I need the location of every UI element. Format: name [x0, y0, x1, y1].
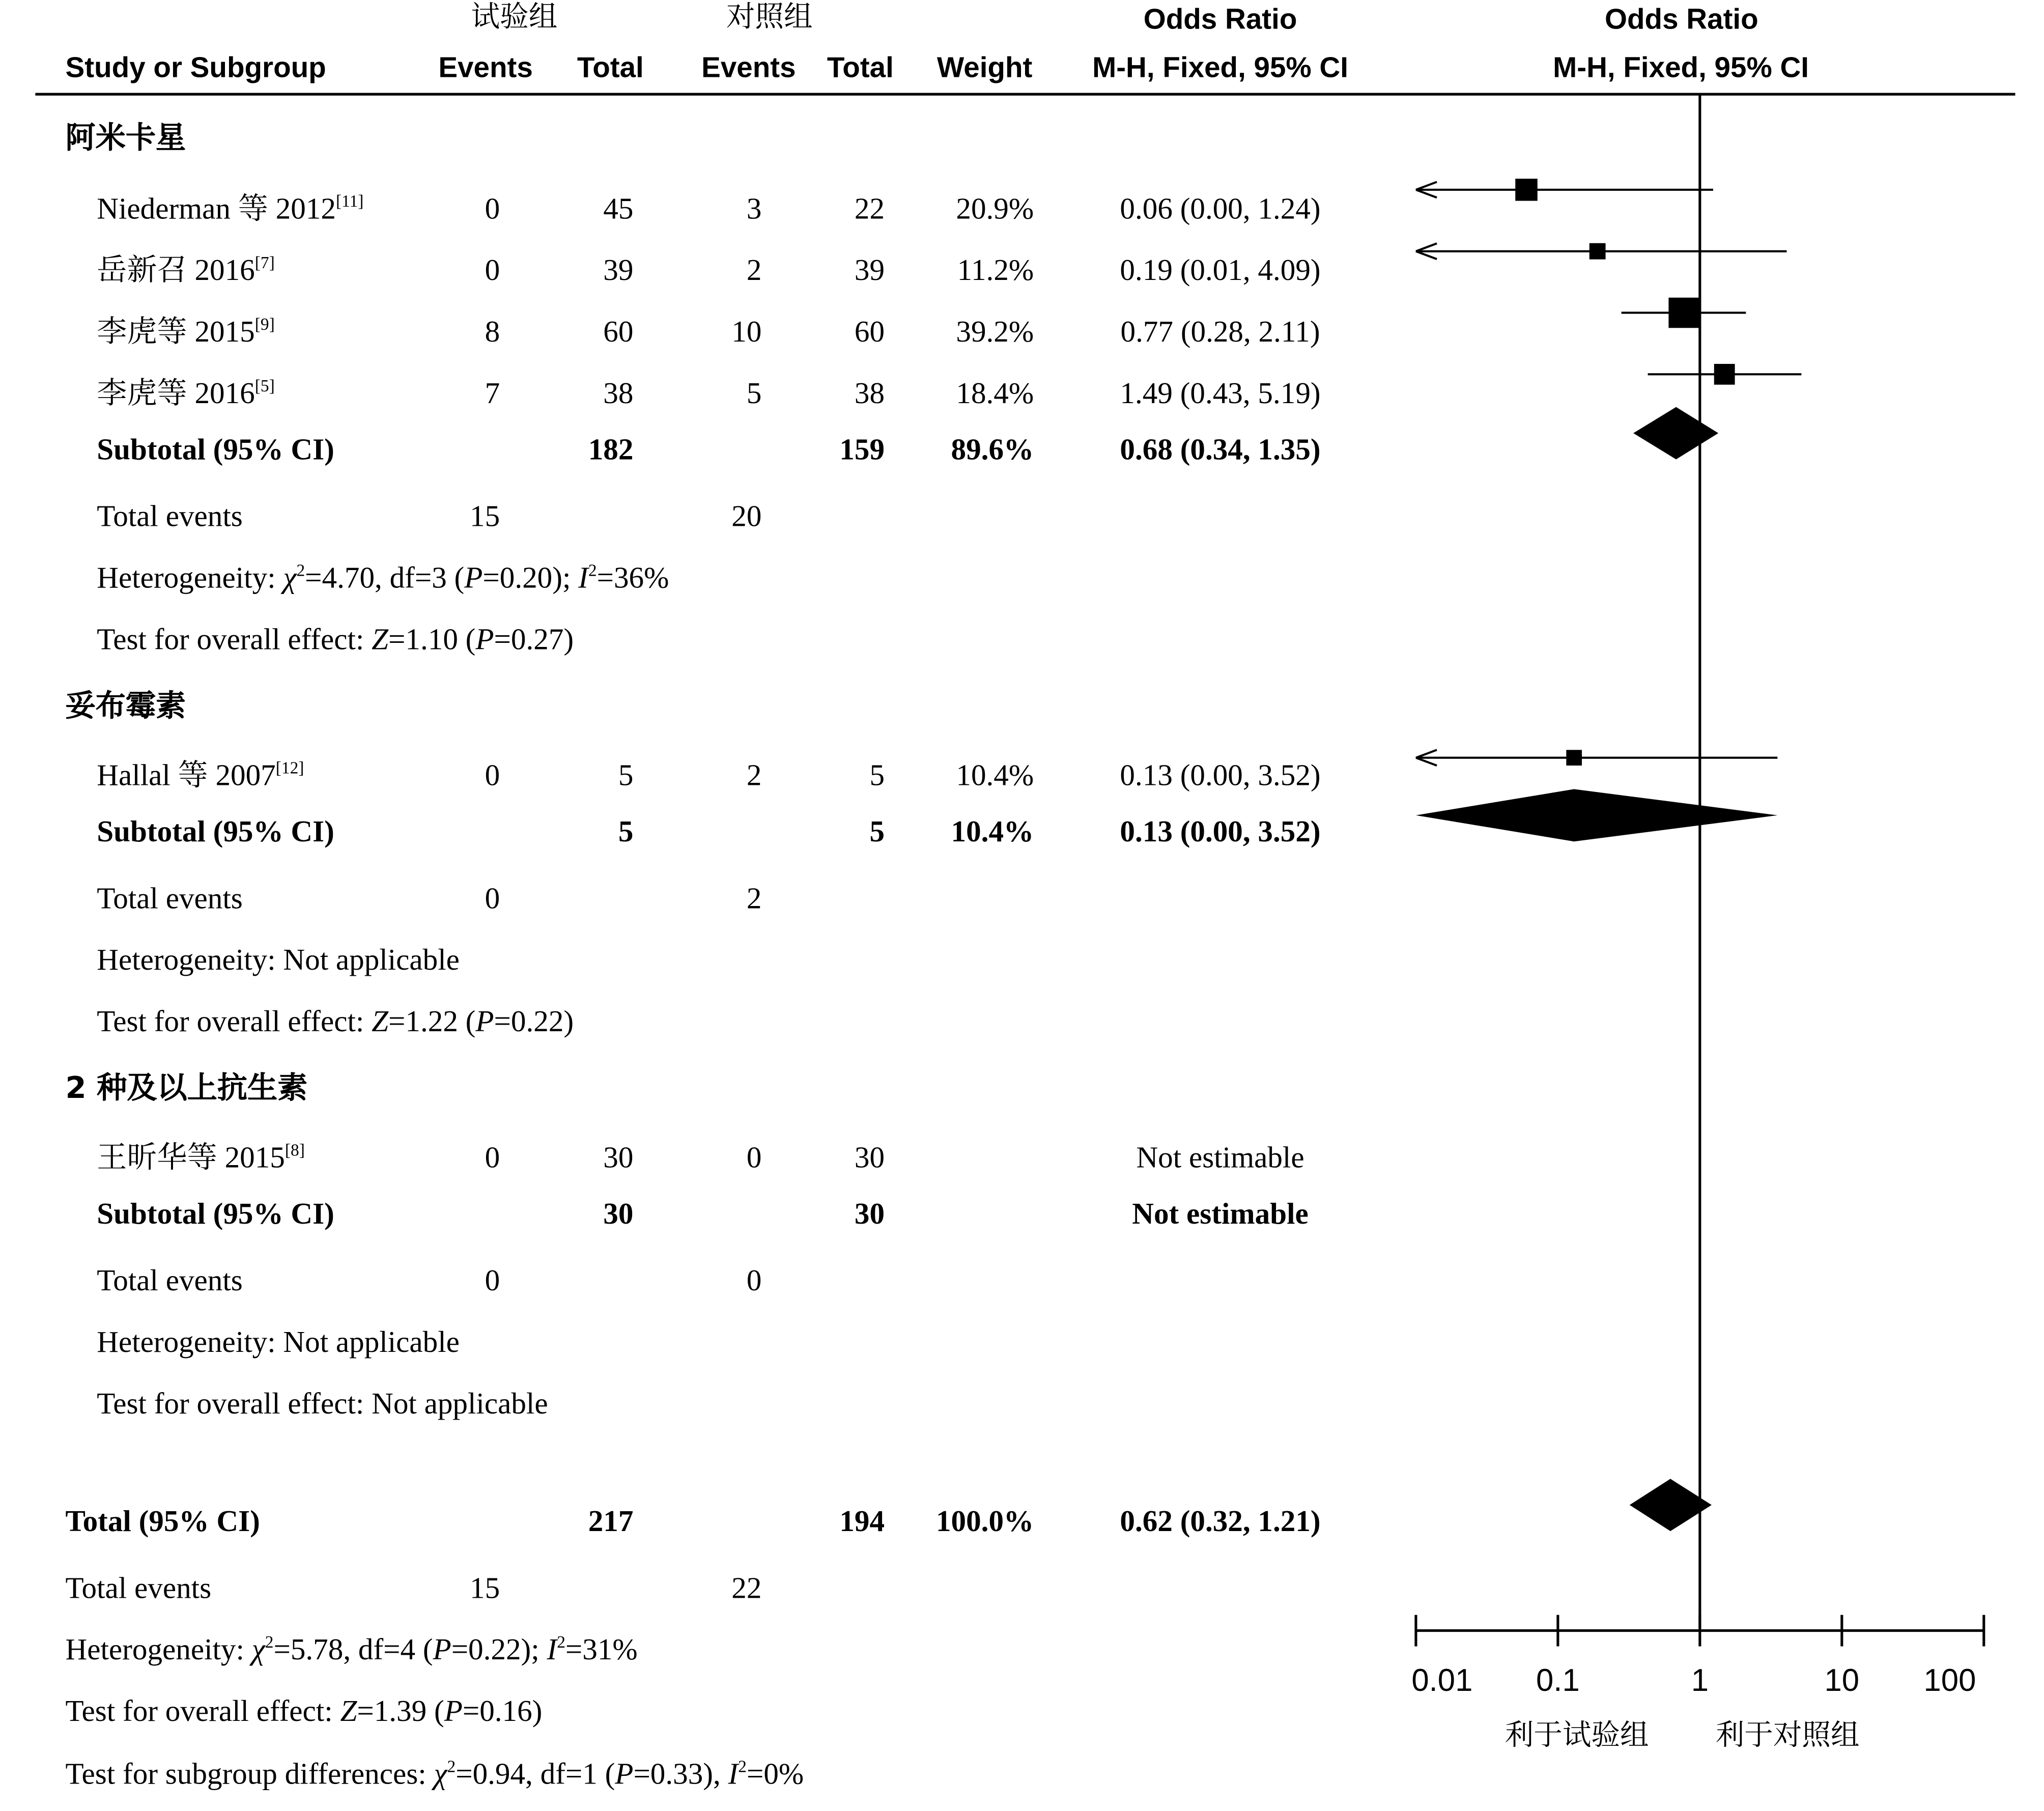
heterogeneity-line: Heterogeneity: $\chi^2=4.70$, df=3 (P=0.20); $I^2=36\%$	[97, 560, 669, 595]
study-label: 李虎等 2016	[97, 377, 255, 410]
exp-events-cell: 15	[470, 1571, 500, 1605]
ctrl-events-cell: 0	[746, 1264, 762, 1297]
reference-mark: [11]	[335, 191, 364, 211]
p-symbol: P	[475, 1005, 494, 1038]
exp-total-header: Total	[577, 51, 644, 84]
study-column-header: Study or Subgroup	[65, 51, 326, 84]
ctrl-events-cell: 10	[731, 315, 762, 348]
p-symbol: P	[433, 1633, 451, 1666]
i-value: =31%	[565, 1633, 638, 1666]
subtotal-label: Subtotal (95% CI)	[97, 815, 334, 848]
chi-value: =4.70, df=3 (	[305, 561, 465, 595]
exp-total-cell: 30	[603, 1141, 634, 1174]
ctrl-events-cell: 20	[731, 500, 762, 533]
heterogeneity-line: Heterogeneity: Not applicable	[97, 943, 460, 977]
study-label: Hallal 等 2007	[97, 759, 276, 792]
p-value: =0.16)	[462, 1694, 543, 1728]
exp-events-header: Events	[438, 51, 533, 84]
overall-prefix: Test for overall effect:	[65, 1694, 340, 1728]
p-value: =0.22);	[451, 1633, 547, 1666]
subgroup-title: 阿米卡星	[65, 122, 186, 156]
total-events-label: Total events	[97, 500, 243, 533]
p-value: =0.27)	[494, 622, 574, 656]
reference-mark: [7]	[254, 252, 275, 272]
overall-prefix: Test for overall effect:	[97, 622, 372, 656]
favours-control-label: 利于对照组	[1715, 1719, 1860, 1752]
exp-events-cell: 0	[485, 192, 500, 225]
odds-ratio-cell: 0.68 (0.34, 1.35)	[1120, 433, 1321, 466]
forest-plot-marks	[1416, 94, 1801, 1628]
study-label: 王昕华等 2015	[97, 1141, 285, 1174]
z-symbol: Z	[372, 1005, 389, 1038]
study-label: 岳新召 2016	[97, 253, 255, 287]
odds-ratio-cell: 0.06 (0.00, 1.24)	[1120, 192, 1321, 225]
z-value: =1.10 (	[388, 622, 476, 656]
or-method-header-right: M-H, Fixed, 95% CI	[1553, 51, 1809, 84]
exp-events-cell: 0	[485, 759, 500, 792]
total-events-label: Total events	[97, 1264, 243, 1297]
odds-ratio-cell: Not estimable	[1136, 1141, 1304, 1174]
p-value: =0.33),	[633, 1757, 728, 1791]
favours-experimental-label: 利于试验组	[1504, 1719, 1649, 1752]
exp-total-cell: 38	[603, 377, 634, 410]
odds-ratio-cell: Not estimable	[1132, 1197, 1309, 1230]
odds-ratio-cell: 0.13 (0.00, 3.52)	[1120, 815, 1321, 848]
p-value: =0.22)	[494, 1005, 574, 1038]
heterogeneity-line: Heterogeneity: Not applicable	[97, 1325, 460, 1359]
ctrl-events-cell: 22	[731, 1571, 762, 1605]
x-axis-tick-label: 0.1	[1536, 1662, 1580, 1698]
study-point	[1668, 298, 1699, 328]
odds-ratio-cell: 0.77 (0.28, 2.11)	[1120, 315, 1320, 348]
ctrl-total-cell: 39	[854, 253, 885, 287]
subgroup-diff-prefix: Test for subgroup differences:	[65, 1757, 434, 1791]
weight-cell: 10.4%	[951, 815, 1034, 848]
z-value: =1.22 (	[388, 1005, 476, 1038]
forest-plot-axis	[1411, 1615, 1983, 1698]
exp-total-cell: 60	[603, 315, 634, 348]
weight-cell: 39.2%	[956, 315, 1034, 348]
weight-cell: 11.2%	[957, 253, 1034, 287]
ctrl-events-header: Events	[701, 51, 796, 84]
heterogeneity-prefix: Heterogeneity:	[65, 1633, 252, 1666]
study-point	[1714, 364, 1735, 385]
chi-symbol: χ	[283, 561, 297, 595]
ctrl-total-cell: 38	[854, 377, 885, 410]
weight-cell: 100.0%	[935, 1505, 1034, 1538]
subgroup-title: 2 种及以上抗生素	[65, 1071, 308, 1106]
z-value: =1.39 (	[357, 1694, 444, 1728]
study-point	[1566, 750, 1582, 766]
reference-mark: [8]	[285, 1140, 305, 1159]
ctrl-events-cell: 0	[746, 1141, 762, 1174]
ctrl-total-header: Total	[827, 51, 894, 84]
exp-total-cell: 39	[603, 253, 634, 287]
odds-ratio-cell: 1.49 (0.43, 5.19)	[1120, 377, 1321, 410]
overall-effect-line: Test for overall effect: Not applicable	[97, 1387, 548, 1420]
ctrl-events-cell: 3	[746, 192, 762, 225]
exp-events-cell: 0	[485, 882, 500, 915]
ctrl-total-cell: 159	[839, 433, 885, 466]
chi-value: =0.94, df=1 (	[456, 1757, 615, 1791]
ctrl-total-cell: 30	[854, 1197, 885, 1230]
odds-ratio-cell: 0.13 (0.00, 3.52)	[1120, 759, 1321, 792]
reference-mark: [5]	[254, 375, 275, 395]
exp-total-cell: 45	[603, 192, 634, 225]
ctrl-events-cell: 2	[746, 759, 762, 792]
total-events-label: Total events	[97, 882, 243, 915]
total-events-label: Total events	[65, 1571, 212, 1605]
subgroup-differences-line: Test for subgroup differences: $\chi^2=0.94$, df=1 (P=0.33), $I^2=0\%$	[65, 1756, 804, 1791]
exp-total-cell: 5	[618, 759, 634, 792]
p-symbol: P	[464, 561, 483, 595]
total-label: Total (95% CI)	[65, 1505, 260, 1538]
x-axis-tick-label: 10	[1824, 1662, 1860, 1698]
study-point	[1515, 179, 1537, 201]
study-label: Niederman 等 2012	[97, 192, 336, 225]
ctrl-total-cell: 5	[869, 815, 885, 848]
overall-prefix: Test for overall effect:	[97, 1005, 372, 1038]
odds-ratio-header-right: Odds Ratio	[1605, 3, 1758, 36]
exp-events-cell: 7	[485, 377, 500, 410]
x-axis-tick-label: 1	[1691, 1662, 1709, 1698]
subtotal-label: Subtotal (95% CI)	[97, 433, 334, 466]
weight-cell: 10.4%	[956, 759, 1034, 792]
ctrl-events-cell: 5	[746, 377, 762, 410]
or-method-header-left: M-H, Fixed, 95% CI	[1092, 51, 1348, 84]
exp-events-cell: 0	[485, 1141, 500, 1174]
ctrl-events-cell: 2	[746, 253, 762, 287]
weight-cell: 20.9%	[956, 192, 1034, 225]
p-symbol: P	[475, 622, 494, 656]
p-symbol: P	[444, 1694, 463, 1728]
subgroup-title: 妥布霉素	[65, 689, 186, 724]
ctrl-total-cell: 5	[869, 759, 885, 792]
exp-events-cell: 15	[470, 500, 500, 533]
x-axis-tick-label: 100	[1923, 1662, 1976, 1698]
experimental-group-header: 试验组	[471, 1, 558, 34]
p-value: =0.20);	[482, 561, 579, 595]
exp-events-cell: 0	[485, 253, 500, 287]
control-group-header: 对照组	[726, 1, 813, 34]
ctrl-total-cell: 194	[839, 1505, 885, 1538]
subtotal-label: Subtotal (95% CI)	[97, 1197, 334, 1230]
p-symbol: P	[615, 1757, 634, 1791]
heterogeneity-prefix: Heterogeneity:	[97, 561, 283, 595]
i-value: =36%	[597, 561, 669, 595]
exp-events-cell: 8	[485, 315, 500, 348]
heterogeneity-line: Heterogeneity: $\chi^2=5.78$, df=4 (P=0.22); $I^2=31\%$	[65, 1632, 638, 1666]
chi-symbol: χ	[434, 1757, 447, 1791]
pooled-diamond	[1633, 407, 1718, 460]
exp-total-cell: 30	[603, 1197, 634, 1230]
exp-events-cell: 0	[485, 1264, 500, 1297]
ctrl-events-cell: 2	[746, 882, 762, 915]
pooled-diamond	[1416, 789, 1777, 841]
weight-header: Weight	[936, 51, 1033, 84]
ctrl-total-cell: 60	[854, 315, 885, 348]
ctrl-total-cell: 30	[854, 1141, 885, 1174]
weight-cell: 89.6%	[951, 433, 1034, 466]
chi-symbol: χ	[251, 1633, 265, 1666]
odds-ratio-cell: 0.62 (0.32, 1.21)	[1120, 1505, 1321, 1538]
exp-total-cell: 182	[588, 433, 634, 466]
i-value: =0%	[747, 1757, 804, 1791]
i-symbol: I	[728, 1757, 739, 1791]
exp-total-cell: 217	[588, 1505, 634, 1538]
reference-mark: [12]	[275, 757, 304, 778]
exp-total-cell: 5	[618, 815, 634, 848]
reference-mark: [9]	[254, 314, 275, 334]
study-point	[1589, 243, 1606, 260]
ctrl-total-cell: 22	[854, 192, 885, 225]
weight-cell: 18.4%	[956, 377, 1034, 410]
i-symbol: I	[547, 1633, 557, 1666]
i-symbol: I	[578, 561, 588, 595]
z-symbol: Z	[340, 1694, 357, 1728]
odds-ratio-header-left: Odds Ratio	[1143, 3, 1297, 36]
study-label: 李虎等 2015	[97, 315, 255, 348]
odds-ratio-cell: 0.19 (0.01, 4.09)	[1120, 253, 1321, 287]
chi-value: =5.78, df=4 (	[273, 1633, 433, 1666]
z-symbol: Z	[372, 622, 389, 656]
x-axis-tick-label: 0.01	[1411, 1662, 1473, 1698]
